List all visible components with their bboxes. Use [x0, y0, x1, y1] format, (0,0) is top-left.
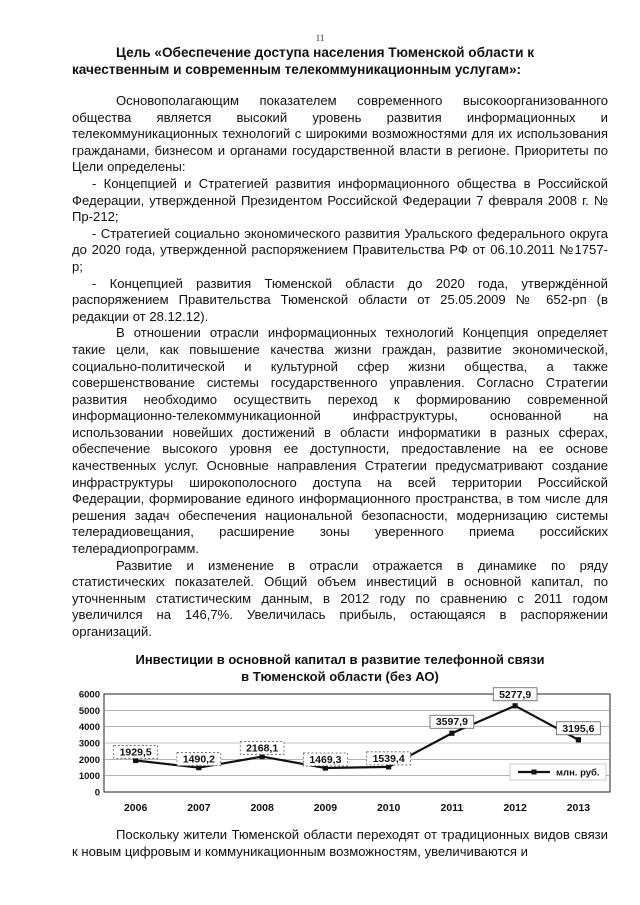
paragraph-bullet-strategy-ufo: - Стратегией социально экономического развития Уральского федерального округа до 2020 года, утвержденной распоряжением Правительства РФ от 06.10.2011 №1757-р; — [72, 225, 608, 274]
goal-heading-line-1: Цель «Обеспечение доступа населения Тюменской области к — [116, 45, 535, 60]
chart-data-label: 2168,1 — [246, 742, 279, 755]
chart-x-tick-label: 2007 — [187, 802, 211, 814]
paragraph-bullet-concept: - Концепцией и Стратегией развития информационного общества в Российской Федерации, утвержденной Президентом Российской Федерации 7 февраля 2008 г. № Пр-212; — [72, 175, 608, 225]
body-text — [72, 93, 608, 641]
chart-legend-label: млн. руб. — [556, 767, 600, 779]
chart-data-label: 3195,6 — [562, 722, 595, 735]
chart-point — [449, 731, 454, 736]
goal-heading-line-2: качественным и современным телекоммуникационным услугам»: — [72, 62, 522, 77]
paragraph-intro: Основополагающим показателем современного высокоорганизованного общества является высокий уровень развития информационных и телекоммуникационных технологий с широкими возможностями для их использования гражданами, бизнесом и органами государственной власти в регионе. Приоритеты по Цели определены: — [72, 93, 608, 175]
chart-title-line-1: Инвестиции в основной капитал в развитие телефонной связи — [135, 652, 545, 667]
chart-y-tick-label: 6000 — [78, 689, 100, 701]
chart-title-line-2: в Тюменской области (без АО) — [241, 669, 439, 684]
chart-y-tick-label: 5000 — [78, 705, 100, 717]
chart-x-tick-label: 2011 — [440, 802, 464, 814]
chart-data-label: 1490,2 — [182, 753, 215, 766]
chart-y-tick-label: 3000 — [78, 738, 100, 750]
chart-point — [513, 703, 518, 708]
chart-data-label: 1539,4 — [372, 752, 405, 765]
chart-y-tick-label: 4000 — [78, 722, 100, 734]
chart-title — [72, 651, 608, 685]
chart-data-label: 1929,5 — [119, 746, 152, 759]
investment-chart — [70, 686, 615, 818]
chart-point — [576, 737, 581, 742]
paragraph-bullet-concept-tyumen: - Концепцией развития Тюменской области до 2020 года, утверждённой распоряжением Правительства Тюменской области от 25.05.2009 № 652-рп (в редакции от 28.12.12). — [72, 275, 608, 324]
chart-data-label: 3597,9 — [435, 716, 468, 729]
chart-data-label: 1469,3 — [309, 754, 342, 767]
footer-text — [72, 826, 608, 860]
chart-legend-marker — [532, 770, 537, 775]
chart-x-tick-label: 2009 — [313, 802, 338, 814]
chart-x-tick-label: 2006 — [123, 802, 148, 814]
page-number: 11 — [315, 33, 325, 43]
paragraph-footer: Поскольку жители Тюменской области переходят от традиционных видов связи к новым цифровым и коммуникационным возможностям, увеличиваются и — [72, 827, 608, 859]
chart-x-tick-label: 2013 — [566, 802, 591, 814]
chart-x-tick-label: 2008 — [250, 802, 274, 814]
paragraph-statistics: Развитие и изменение в отрасли отражается в динамике по ряду статистических показателей. Общий объем инвестиций в основной капитал, по уточненным статистическим данным, в 2012 году по сравнению с 2011 годом увеличился на 146,7%. Увеличилась прибыль, остающаяся в распоряжении организаций. — [72, 557, 608, 639]
chart-y-tick-label: 0 — [94, 787, 100, 799]
investment-chart-svg — [70, 686, 615, 818]
chart-x-tick-label: 2012 — [503, 802, 527, 814]
chart-x-tick-label: 2010 — [376, 802, 401, 814]
goal-heading — [72, 44, 610, 78]
chart-y-tick-label: 2000 — [78, 754, 100, 766]
chart-data-label: 5277,9 — [499, 688, 532, 701]
chart-y-tick-label: 1000 — [78, 771, 100, 783]
paragraph-it-industry: В отношении отрасли информационных технологий Концепция определяет такие цели, как повышение качества жизни граждан, развитие экономической, социально-политической и культурной сфер жизни общества, а также совершенствование системы государственного управления. Согласно Стратегии развития необходимо осуществить переход к формированию современной информационно-телекоммуникационной инфраструктуры, основанной на использовании новейших достижений в области информатики в разных сферах, обеспечение высокого уровня ее доступности, предоставление на ее основе качественных услуг. Основные направления Стратегии предусматривают создание инфраструктуры широкополосного доступа на всей территории Российской Федерации, формирование единого информационного пространства, в том числе для решения задач обеспечения национальной безопасности, модернизацию системы телерадиовещания, расширение зоны уверенного приема российских телерадиопрограмм. — [72, 325, 608, 557]
